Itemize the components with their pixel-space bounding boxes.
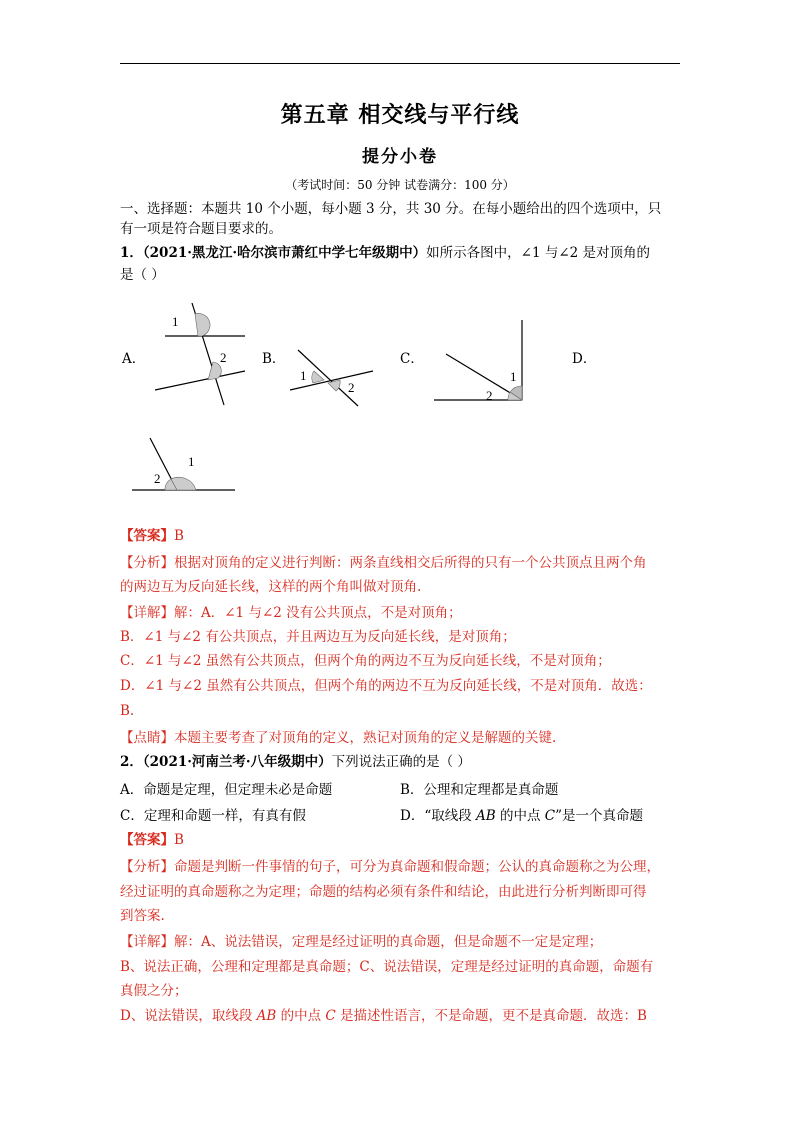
q2-analysis-line2: 经过证明的真命题称之为定理；命题的结构必须有条件和结论，由此进行分析判断即可得: [120, 884, 647, 900]
q2-stem-text: 下列说法正确的是（ ）: [331, 754, 471, 770]
q2-detail-line3: 真假之分；: [120, 983, 188, 999]
q1-option-d-label: D．: [572, 351, 597, 367]
q1-figure-a: [150, 300, 250, 410]
q1-figure-c: [430, 318, 530, 408]
q2-option-c: C．定理和命题一样，有真有假: [120, 808, 306, 824]
q1-detail-text1: 解：A．∠1 与∠2 没有公共顶点，不是对顶角；: [174, 605, 462, 621]
q1-analysis-line2: 的两边互为反向延长线，这样的两个角叫做对顶角.: [120, 579, 422, 595]
top-rule: [120, 63, 680, 64]
q1-analysis-text1: 根据对顶角的定义进行判断：两条直线相交后所得的只有一个公共顶点且两个角: [174, 555, 647, 571]
q2-detail4-pre: D、说法错误，取线段: [120, 1008, 257, 1024]
q2-analysis-line1: [120, 857, 685, 877]
q1-detail-line5: B.: [120, 703, 135, 719]
q1-comment-tag: 【点睛】: [120, 730, 174, 746]
q1-answer-tag: 【答案】: [120, 528, 174, 544]
q2-analysis-text1: 命题是判断一件事情的句子，可分为真命题和假命题；公认的真命题称之为公理，: [174, 859, 660, 875]
q1-fig-a-label-2: 2: [220, 350, 227, 365]
q2-detail-line2: B、说法正确，公理和定理都是真命题；C、说法错误，定理是经过证明的真命题，命题有: [120, 959, 654, 975]
q2-detail4-mid: 的中点: [276, 1008, 326, 1024]
q2-option-a: A．命题是定理，但定理未必是命题: [120, 782, 333, 798]
q1-fig-a-label-1: 1: [172, 314, 179, 329]
q1-option-c-label: C．: [400, 351, 424, 367]
q1-number: 1．: [120, 245, 143, 261]
q1-fig-d-label-1: 1: [188, 454, 195, 469]
q1-detail-line3: C．∠1 与∠2 虽然有公共顶点，但两个角的两边不互为反向延长线，不是对顶角；: [120, 653, 611, 669]
q1-stem-line1: [120, 243, 685, 263]
q1-detail-tag: 【详解】: [120, 605, 174, 621]
q1-option-b-label: B．: [262, 351, 286, 367]
q1-detail-line2: B．∠1 与∠2 有公共顶点，并且两边互为反向延长线，是对顶角；: [120, 629, 516, 645]
q2-option-d-pre: D．“取线段: [400, 808, 477, 824]
q1-figure-d: [130, 436, 240, 496]
q2-answer: [120, 830, 685, 850]
q1-fig-c-label-2: 2: [486, 388, 493, 403]
q2-detail-line4: [120, 1006, 685, 1026]
page-title: 第五章 相交线与平行线: [280, 103, 520, 128]
q1-answer: [120, 526, 685, 546]
q1-fig-b-label-2: 2: [348, 380, 355, 395]
q1-stem-line2: 是（ ）: [120, 267, 165, 283]
q1-detail-line1: [120, 603, 685, 623]
q1-option-a-label: A．: [122, 351, 146, 367]
q1-comment: [120, 728, 685, 748]
page-subtitle: 提分小卷: [362, 147, 438, 167]
q2-detail-line1: [120, 932, 685, 952]
q1-source: （2021·黑龙江·哈尔滨市萧红中学七年级期中）: [142, 245, 427, 261]
q1-fig-d-label-2: 2: [154, 471, 161, 486]
q2-detail4-post: 是描述性语言，不是命题，更不是真命题．故选：B: [335, 1008, 647, 1024]
q1-fig-b-label-1: 1: [300, 368, 307, 383]
q2-answer-tag: 【答案】: [120, 832, 174, 848]
q2-option-d-mid: 的中点: [495, 808, 545, 824]
q2-detail4-ab: AB: [256, 1008, 277, 1024]
q2-stem: [120, 752, 685, 772]
q1-stem: 如所示各图中，∠1 与∠2 是对顶角的: [426, 245, 651, 261]
q2-detail-tag: 【详解】: [120, 934, 174, 950]
q2-number: 2．: [120, 754, 143, 770]
q2-source: （2021·河南兰考·八年级期中）: [142, 754, 332, 770]
section-heading-line2: 有一项是符合题目要求的。: [120, 221, 282, 237]
q1-analysis-line1: [120, 553, 685, 573]
q2-option-b: B．公理和定理都是真命题: [400, 782, 559, 798]
q1-analysis-tag: 【分析】: [120, 555, 174, 571]
q2-option-d-post: ”是一个真命题: [555, 808, 644, 824]
exam-info: （考试时间：50 分钟 试卷满分：100 分）: [285, 178, 515, 192]
q1-answer-value: B: [174, 528, 184, 544]
q2-option-d: [400, 804, 643, 824]
q1-detail-line4: D．∠1 与∠2 虽然有公共顶点，但两个角的两边不互为反向延长线，不是对顶角．故选：: [120, 678, 652, 694]
q1-figure-b: [288, 348, 378, 408]
section-heading-line1: 一、选择题：本题共 10 个小题，每小题 3 分，共 30 分。在每小题给出的四个选项中，只: [120, 201, 662, 217]
q2-option-d-ab: AB: [476, 808, 496, 824]
q2-detail-text1: 解：A、说法错误，定理是经过证明的真命题，但是命题不一定是定理；: [174, 934, 603, 950]
q2-analysis-line3: 到答案.: [120, 908, 165, 924]
q1-comment-text: 本题主要考查了对顶角的定义，熟记对顶角的定义是解题的关键.: [174, 730, 557, 746]
q1-fig-c-label-1: 1: [510, 369, 517, 384]
q2-analysis-tag: 【分析】: [120, 859, 174, 875]
q2-answer-value: B: [174, 832, 184, 848]
q2-detail4-c: C: [325, 1008, 336, 1024]
q2-option-d-c: C: [544, 808, 556, 824]
